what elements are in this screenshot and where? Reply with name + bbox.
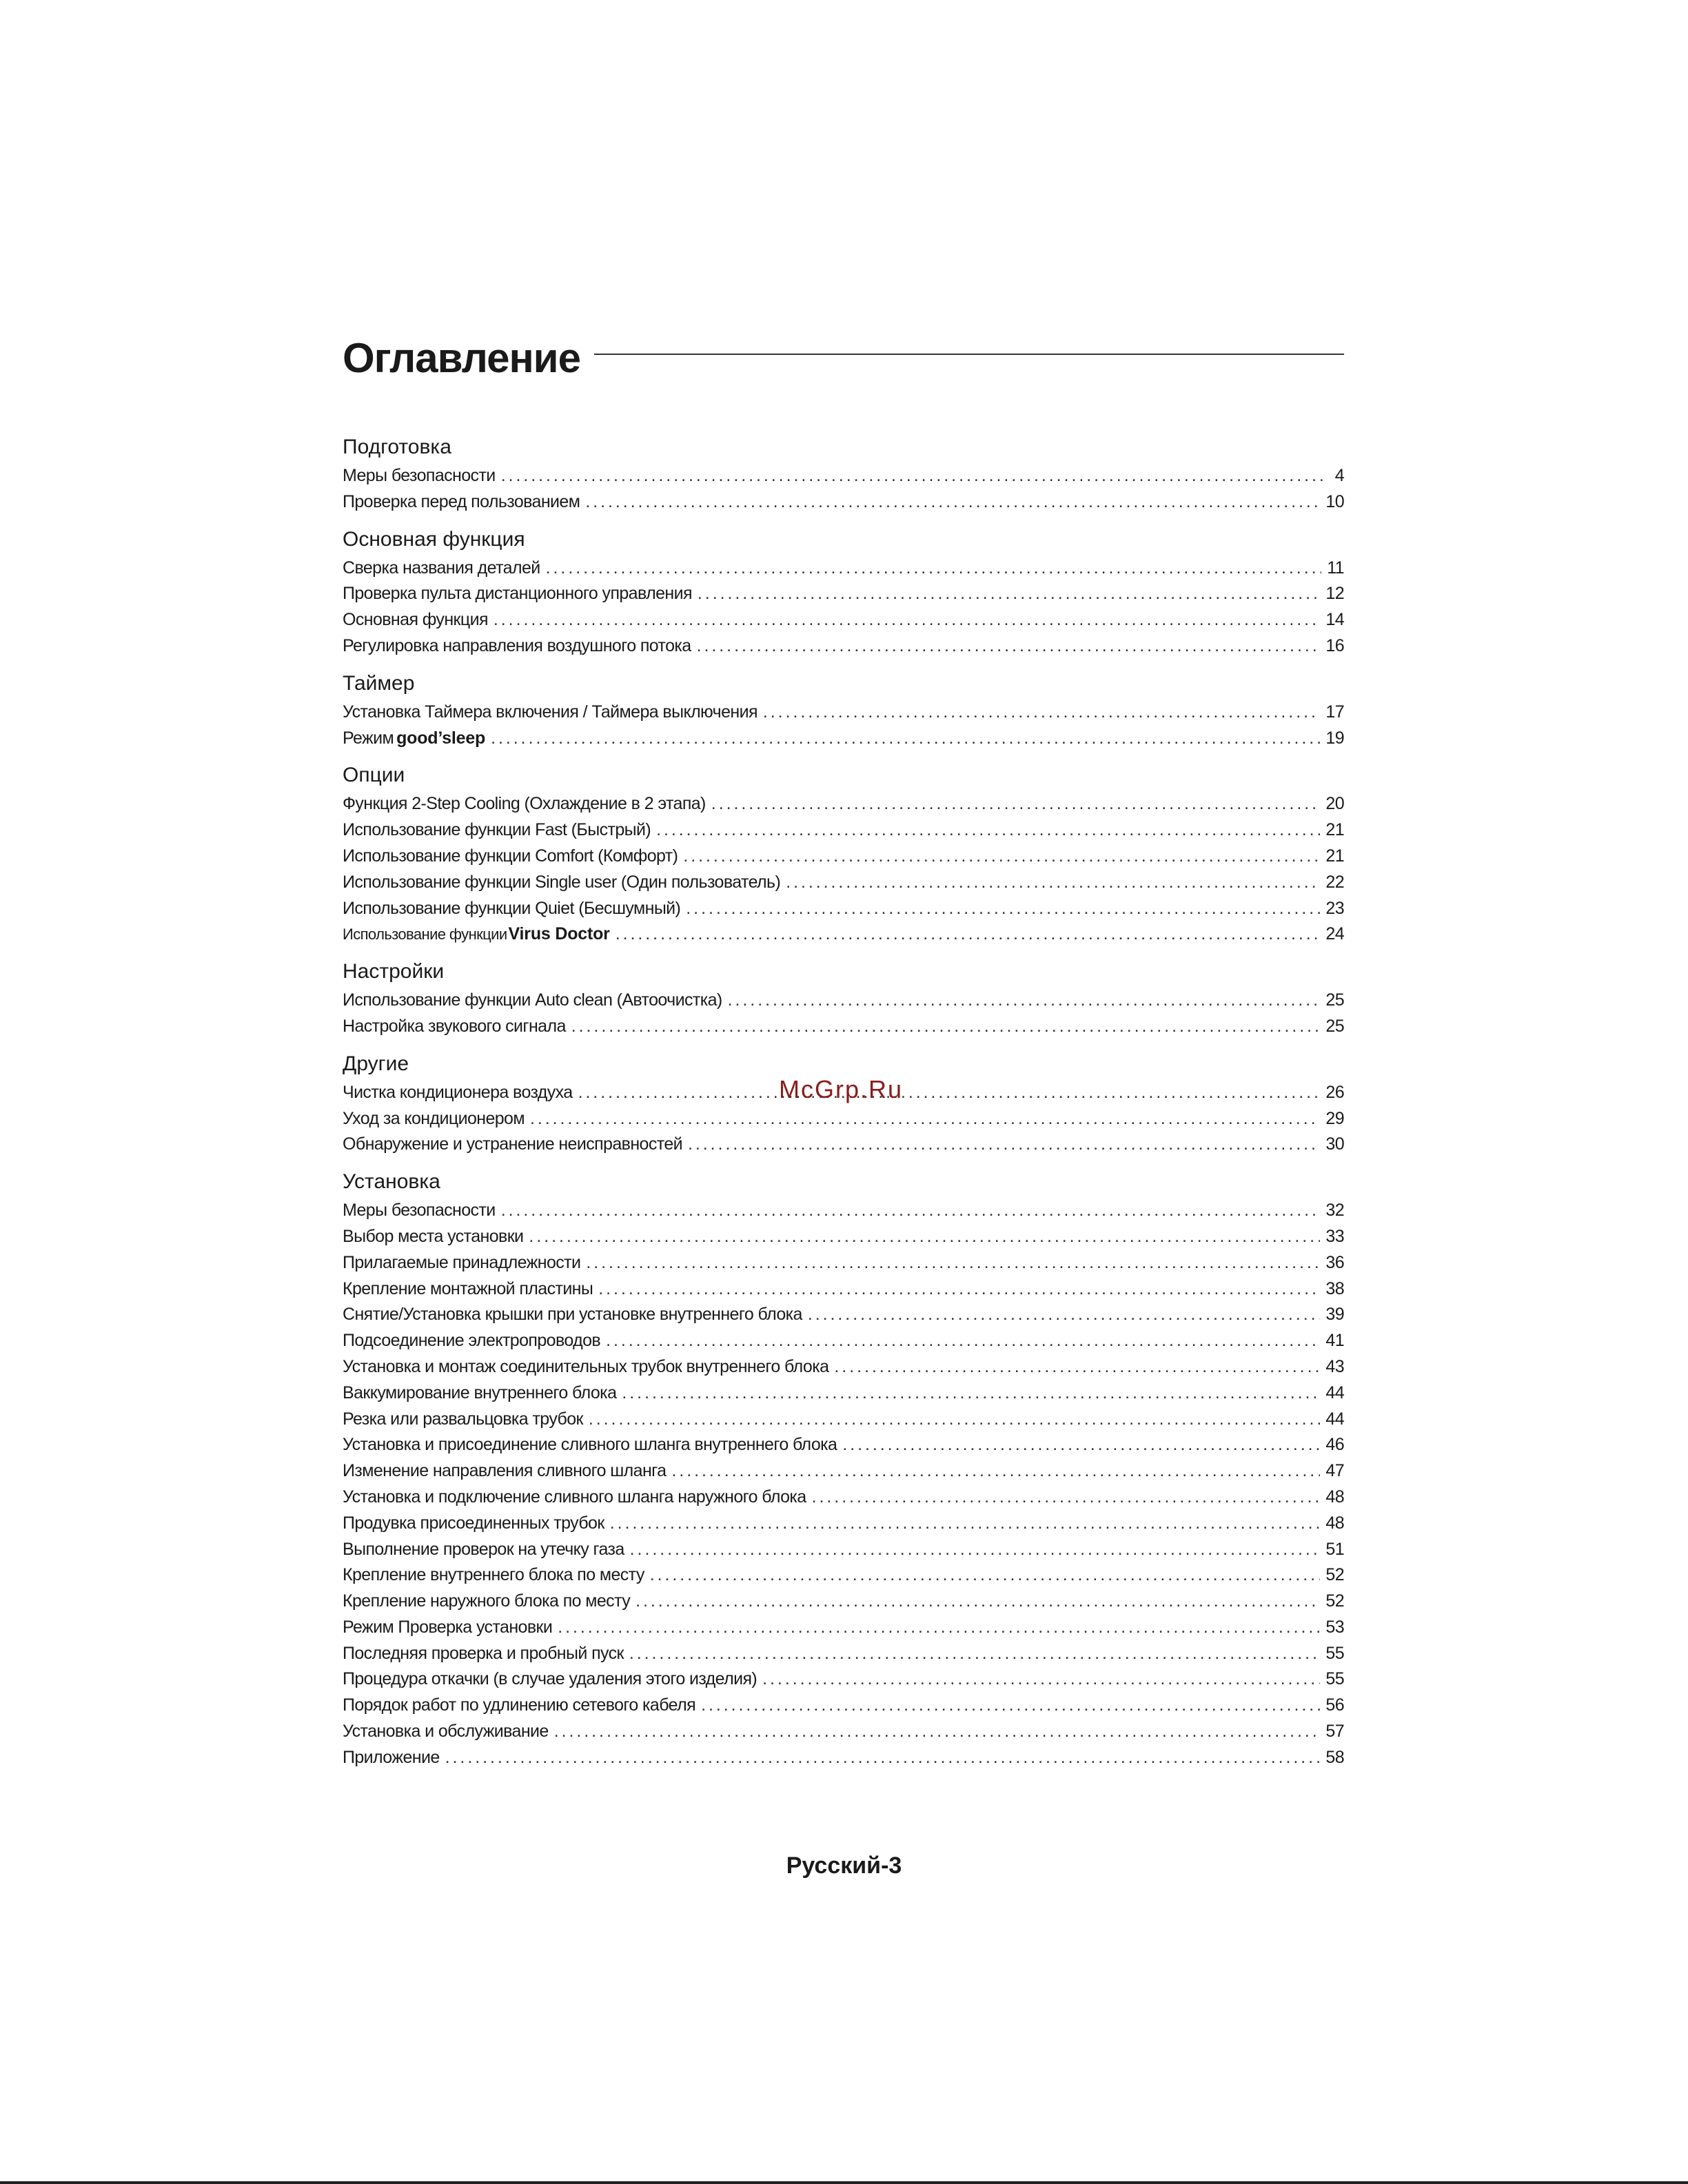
dot-leader bbox=[635, 1589, 1320, 1615]
toc-entry[interactable] bbox=[343, 726, 1344, 752]
entry-brand-name: Virus Doctor bbox=[508, 924, 610, 944]
entry-label: Крепление монтажной пластины bbox=[343, 1278, 593, 1298]
toc-entry[interactable] bbox=[343, 844, 1344, 870]
entry-label: Установка и подключение сливного шланга наружного блока bbox=[343, 1487, 806, 1507]
dot-leader bbox=[616, 921, 1321, 948]
entry-page-number: 25 bbox=[1325, 1016, 1344, 1036]
entry-label: Резка или развальцовка трубок bbox=[343, 1409, 583, 1429]
toc-section bbox=[343, 1051, 1344, 1158]
dot-leader bbox=[554, 1719, 1321, 1745]
entry-label: Выбор места установки bbox=[343, 1226, 524, 1246]
toc-entry[interactable] bbox=[343, 1719, 1344, 1745]
dot-leader bbox=[698, 581, 1320, 607]
entry-label: Ваккумирование внутреннего блока bbox=[343, 1382, 617, 1402]
toc-entry[interactable] bbox=[343, 1511, 1344, 1537]
entry-label: Режим Проверка установки bbox=[343, 1617, 553, 1637]
entry-page-number: 43 bbox=[1325, 1356, 1344, 1376]
dot-leader bbox=[445, 1745, 1321, 1771]
entry-page-number: 16 bbox=[1325, 635, 1344, 655]
entry-page-number: 14 bbox=[1325, 610, 1344, 630]
dot-leader bbox=[762, 1666, 1320, 1693]
entry-page-number: 4 bbox=[1334, 466, 1344, 485]
page-bottom-border bbox=[0, 2181, 1688, 2184]
dot-leader bbox=[491, 726, 1320, 752]
entry-page-number: 48 bbox=[1325, 1513, 1344, 1533]
dot-leader bbox=[630, 1537, 1321, 1563]
toc-entry[interactable] bbox=[343, 489, 1344, 516]
entry-page-number: 33 bbox=[1325, 1226, 1344, 1246]
dot-leader bbox=[711, 791, 1321, 817]
dot-leader bbox=[786, 870, 1320, 896]
toc-entry[interactable] bbox=[343, 1589, 1344, 1615]
dot-leader bbox=[546, 555, 1322, 582]
entry-label: Регулировка направления воздушного потока bbox=[343, 635, 691, 655]
toc-entry[interactable] bbox=[343, 633, 1344, 660]
entry-page-number: 32 bbox=[1325, 1201, 1344, 1221]
entry-page-number: 21 bbox=[1325, 846, 1344, 866]
entry-label: Подсоединение электропроводов bbox=[343, 1331, 601, 1351]
entry-label: Использование функции Fast (Быстрый) bbox=[343, 820, 651, 840]
entry-label: Меры безопасности bbox=[343, 1201, 496, 1221]
toc-entry[interactable] bbox=[343, 1302, 1344, 1328]
dot-leader bbox=[494, 607, 1321, 633]
section-title: Установка bbox=[343, 1170, 440, 1194]
section-title: Настройки bbox=[343, 960, 445, 983]
entry-page-number: 52 bbox=[1325, 1565, 1344, 1585]
entry-label: Обнаружение и устранение неисправностей bbox=[343, 1134, 682, 1154]
entry-label: Продувка присоединенных трубок bbox=[343, 1513, 604, 1533]
entry-page-number: 17 bbox=[1325, 702, 1344, 722]
entry-page-number: 25 bbox=[1325, 990, 1344, 1010]
entry-page-number: 47 bbox=[1325, 1461, 1344, 1481]
entry-label: Использование функции bbox=[343, 926, 507, 943]
dot-leader bbox=[656, 817, 1320, 844]
watermark: McGrp.Ru bbox=[779, 1075, 904, 1103]
dot-leader bbox=[610, 1511, 1321, 1537]
entry-page-number: 46 bbox=[1325, 1435, 1344, 1455]
toc-entry[interactable] bbox=[343, 1014, 1344, 1040]
entry-page-number: 57 bbox=[1325, 1722, 1344, 1742]
entry-label: Основная функция bbox=[343, 610, 488, 630]
entry-label: Процедура откачки (в случае удаления этого изделия) bbox=[343, 1669, 757, 1689]
entry-label: Настройка звукового сигнала bbox=[343, 1016, 566, 1036]
entry-brand-name: good’sleep bbox=[396, 728, 486, 748]
toc-entry[interactable] bbox=[343, 555, 1344, 582]
entry-label: Снятие/Установка крышки при установке внутреннего блока bbox=[343, 1305, 802, 1325]
entry-page-number: 30 bbox=[1325, 1134, 1344, 1154]
dot-leader bbox=[728, 988, 1321, 1014]
dot-leader bbox=[501, 1198, 1321, 1224]
dot-leader bbox=[501, 463, 1326, 489]
dot-leader bbox=[578, 1080, 1321, 1106]
entry-label: Установка и присоединение сливного шланга внутреннего блока bbox=[343, 1435, 837, 1455]
entry-label: Функция 2-Step Cooling (Охлаждение в 2 этапа) bbox=[343, 794, 706, 814]
toc-entry[interactable] bbox=[343, 1484, 1344, 1511]
entry-page-number: 48 bbox=[1325, 1487, 1344, 1507]
entry-page-number: 23 bbox=[1325, 898, 1344, 918]
entry-label: Проверка пульта дистанционного управления bbox=[343, 584, 692, 604]
entry-label: Использование функции Auto clean (Автоочистка) bbox=[343, 990, 722, 1010]
entry-label: Использование функции Single user (Один пользователь) bbox=[343, 872, 781, 892]
toc-entry[interactable] bbox=[343, 700, 1344, 726]
page-title: Оглавление bbox=[343, 335, 580, 381]
entry-label: Использование функции Comfort (Комфорт) bbox=[343, 846, 678, 866]
dot-leader bbox=[671, 1458, 1320, 1484]
entry-label: Сверка названия деталей bbox=[343, 558, 540, 578]
entry-label: Меры безопасности bbox=[343, 466, 496, 485]
entry-page-number: 26 bbox=[1325, 1082, 1344, 1102]
entry-page-number: 55 bbox=[1325, 1643, 1344, 1663]
dot-leader bbox=[585, 489, 1320, 516]
dot-leader bbox=[650, 1562, 1321, 1589]
entry-page-number: 21 bbox=[1325, 820, 1344, 840]
entry-page-number: 36 bbox=[1325, 1252, 1344, 1272]
toc-entry[interactable] bbox=[343, 896, 1344, 922]
entry-page-number: 39 bbox=[1325, 1305, 1344, 1325]
toc-entry[interactable] bbox=[343, 1745, 1344, 1771]
entry-label: Крепление внутреннего блока по месту bbox=[343, 1565, 644, 1585]
entry-label: Приложение bbox=[343, 1747, 440, 1767]
title-rule bbox=[594, 354, 1344, 355]
entry-page-number: 55 bbox=[1325, 1669, 1344, 1689]
dot-leader bbox=[571, 1014, 1321, 1040]
toc-entry[interactable] bbox=[343, 1106, 1344, 1132]
section-title: Основная функция bbox=[343, 527, 525, 551]
entry-label: Порядок работ по удлинению сетевого кабеля bbox=[343, 1695, 696, 1715]
toc-entry[interactable] bbox=[343, 791, 1344, 817]
dot-leader bbox=[701, 1693, 1320, 1719]
toc-entry[interactable] bbox=[343, 1615, 1344, 1641]
entry-label: Прилагаемые принадлежности bbox=[343, 1252, 581, 1272]
dot-leader bbox=[686, 896, 1320, 922]
entry-page-number: 44 bbox=[1325, 1382, 1344, 1402]
section-title: Опции bbox=[343, 764, 405, 787]
toc-entry[interactable] bbox=[343, 1250, 1344, 1276]
toc-entry[interactable] bbox=[343, 1407, 1344, 1433]
entry-page-number: 22 bbox=[1325, 872, 1344, 892]
toc-entry[interactable] bbox=[343, 1537, 1344, 1563]
toc-entry[interactable] bbox=[343, 463, 1344, 489]
toc-section bbox=[343, 434, 1344, 516]
entry-page-number: 56 bbox=[1325, 1695, 1344, 1715]
toc-section bbox=[343, 762, 1344, 948]
dot-leader bbox=[697, 633, 1321, 660]
dot-leader bbox=[808, 1302, 1321, 1328]
toc-entry[interactable] bbox=[343, 1132, 1344, 1158]
entry-page-number: 24 bbox=[1325, 924, 1344, 944]
toc-entry[interactable] bbox=[343, 921, 1344, 948]
toc-section bbox=[343, 959, 1344, 1040]
entry-page-number: 38 bbox=[1325, 1278, 1344, 1298]
entry-label: Изменение направления сливного шланга bbox=[343, 1461, 667, 1481]
toc-entry[interactable] bbox=[343, 988, 1344, 1014]
entry-page-number: 19 bbox=[1325, 728, 1344, 748]
entry-page-number: 29 bbox=[1325, 1108, 1344, 1128]
entry-label: Последняя проверка и пробный пуск bbox=[343, 1643, 624, 1663]
entry-page-number: 44 bbox=[1325, 1409, 1344, 1429]
toc-section bbox=[343, 527, 1344, 660]
dot-leader bbox=[688, 1132, 1320, 1158]
toc-entry[interactable] bbox=[343, 1693, 1344, 1719]
toc-entry[interactable] bbox=[343, 1380, 1344, 1407]
toc-entry[interactable] bbox=[343, 1198, 1344, 1224]
dot-leader bbox=[586, 1250, 1320, 1276]
toc-entry[interactable] bbox=[343, 1562, 1344, 1589]
toc-entry[interactable] bbox=[343, 1328, 1344, 1354]
entry-label: Выполнение проверок на утечку газа bbox=[343, 1539, 624, 1559]
toc-entry[interactable] bbox=[343, 1666, 1344, 1693]
entry-label: Режим bbox=[343, 728, 394, 748]
entry-label: Установка и обслуживание bbox=[343, 1722, 549, 1742]
entry-page-number: 51 bbox=[1325, 1539, 1344, 1559]
dot-leader bbox=[530, 1106, 1320, 1132]
entry-label: Установка и монтаж соединительных трубок внутреннего блока bbox=[343, 1356, 829, 1376]
toc-entry[interactable] bbox=[343, 1354, 1344, 1380]
toc-entry[interactable] bbox=[343, 1641, 1344, 1667]
entry-label: Крепление наружного блока по месту bbox=[343, 1591, 631, 1611]
dot-leader bbox=[812, 1484, 1321, 1511]
toc-entry[interactable] bbox=[343, 581, 1344, 607]
section-title: Другие bbox=[343, 1052, 409, 1075]
toc-entry[interactable] bbox=[343, 1276, 1344, 1303]
dot-leader bbox=[834, 1354, 1320, 1380]
toc-section bbox=[343, 1169, 1344, 1771]
toc-entry[interactable] bbox=[343, 870, 1344, 896]
entry-page-number: 58 bbox=[1325, 1747, 1344, 1767]
section-title: Таймер bbox=[343, 671, 415, 695]
dot-leader bbox=[606, 1328, 1320, 1354]
entry-label: Установка Таймера включения / Таймера выключения bbox=[343, 702, 757, 722]
entry-page-number: 52 bbox=[1325, 1591, 1344, 1611]
entry-page-number: 10 bbox=[1325, 491, 1344, 511]
dot-leader bbox=[683, 844, 1320, 870]
page-number-footer: Русский-3 bbox=[786, 1853, 902, 1879]
section-title: Подготовка bbox=[343, 436, 451, 458]
entry-page-number: 41 bbox=[1325, 1331, 1344, 1351]
dot-leader bbox=[629, 1641, 1321, 1667]
toc-entry[interactable] bbox=[343, 1458, 1344, 1484]
dot-leader bbox=[842, 1432, 1320, 1458]
dot-leader bbox=[598, 1276, 1320, 1303]
toc-entry[interactable] bbox=[343, 607, 1344, 633]
entry-page-number: 11 bbox=[1327, 558, 1344, 578]
toc-header bbox=[343, 335, 1344, 400]
entry-label: Чистка кондиционера воздуха bbox=[343, 1082, 573, 1102]
toc-section bbox=[343, 671, 1344, 752]
dot-leader bbox=[763, 700, 1321, 726]
entry-label: Использование функции Quiet (Бесшумный) bbox=[343, 898, 681, 918]
entry-page-number: 53 bbox=[1325, 1617, 1344, 1637]
toc-entry[interactable] bbox=[343, 817, 1344, 844]
toc-entry[interactable] bbox=[343, 1224, 1344, 1250]
dot-leader bbox=[589, 1407, 1321, 1433]
dot-leader bbox=[529, 1224, 1320, 1250]
dot-leader bbox=[622, 1380, 1320, 1407]
entry-page-number: 20 bbox=[1325, 794, 1344, 814]
entry-label: Уход за кондиционером bbox=[343, 1108, 525, 1128]
toc-entry[interactable] bbox=[343, 1432, 1344, 1458]
entry-label: Проверка перед пользованием bbox=[343, 491, 580, 511]
entry-page-number: 12 bbox=[1325, 584, 1344, 604]
dot-leader bbox=[558, 1615, 1320, 1641]
